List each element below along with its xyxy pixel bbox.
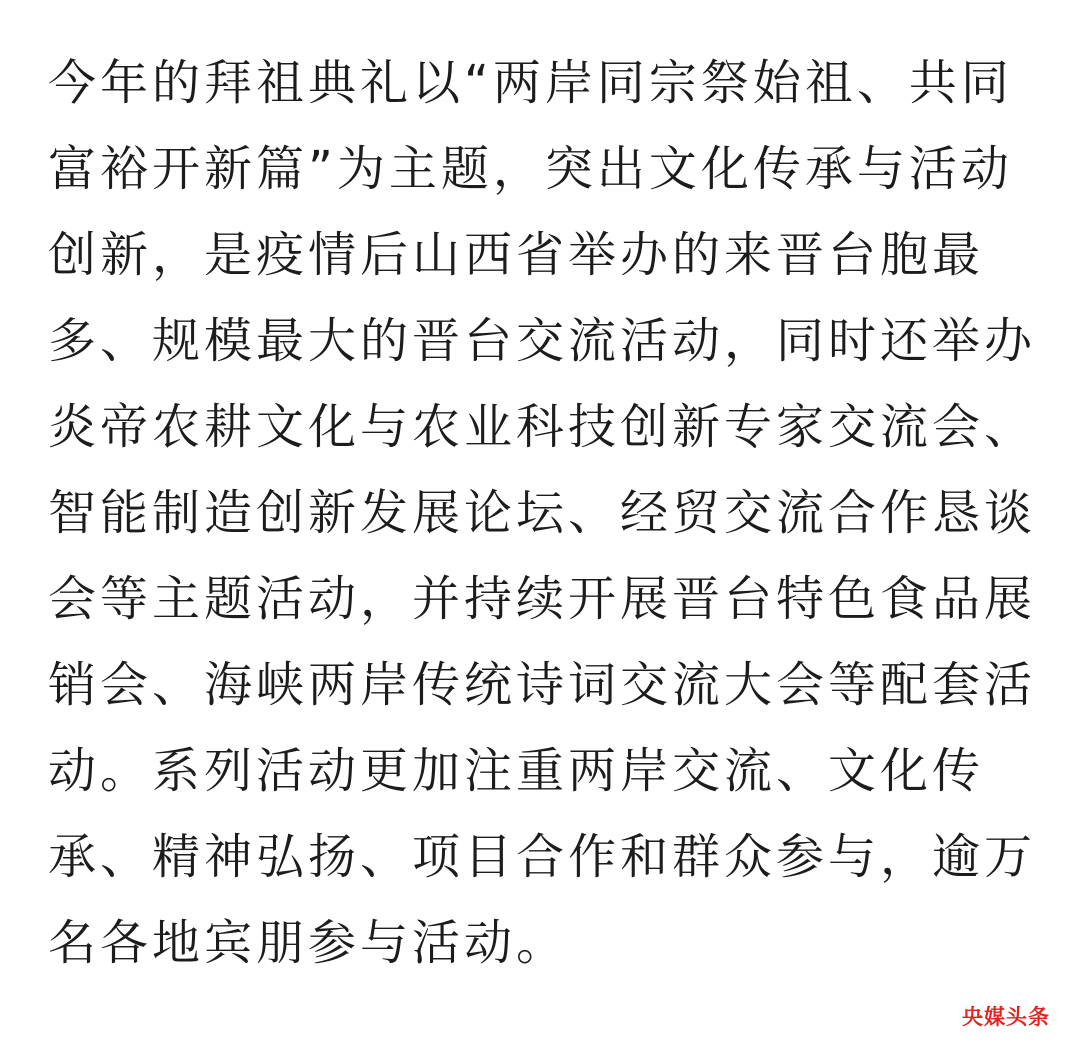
article-line: 会等主题活动，并持续开展晋台特色食品展 (48, 571, 1037, 627)
article-line: 销会、海峡两岸传统诗词交流大会等配套活 (48, 657, 1037, 713)
watermark-logo: 央媒头条 (962, 1005, 1050, 1029)
article-line: 创新，是疫情后山西省举办的来晋台胞最 (48, 227, 985, 283)
article-line: 承、精神弘扬、项目合作和群众参与，逾万 (48, 829, 1037, 885)
article-line: 富裕开新篇”为主题，突出文化传承与活动 (48, 141, 1013, 197)
article-line: 多、规模最大的晋台交流活动，同时还举办 (48, 313, 1037, 369)
article-line: 炎帝农耕文化与农业科技创新专家交流会、 (48, 399, 1037, 455)
article-line: 今年的拜祖典礼以“两岸同宗祭始祖、共同 (48, 55, 1013, 111)
article-line: 智能制造创新发展论坛、经贸交流合作恳谈 (48, 485, 1037, 541)
article-line: 名各地宾朋参与活动。 (48, 915, 569, 971)
article-body (48, 40, 1038, 986)
article-line: 动。系列活动更加注重两岸交流、文化传 (48, 743, 985, 799)
